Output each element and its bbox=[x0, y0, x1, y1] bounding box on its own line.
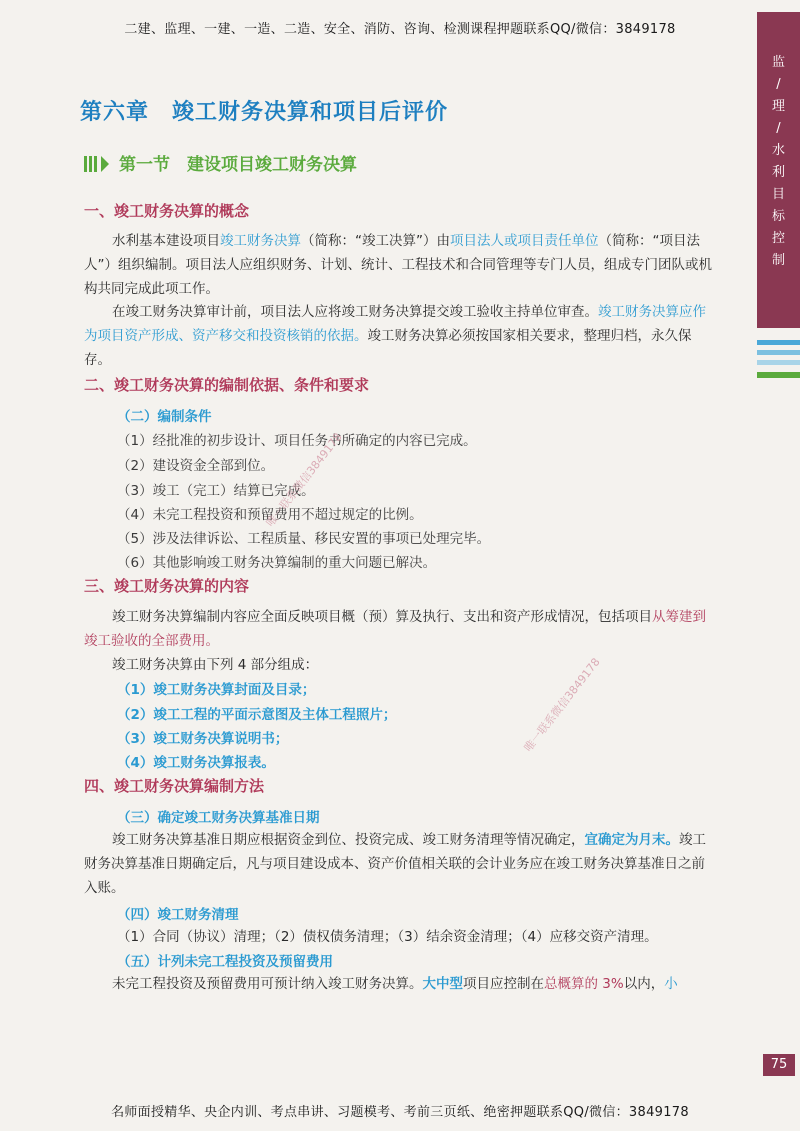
paragraph-concept-1: 水利基本建设项目竣工财务决算（简称：“竣工决算”）由项目法人或项目责任单位（简称：“项目法人”）组织编制。项目法人应组织财务、计划、统计、工程技术和合同管理等专门人员，组成专门团队或机构共同完成此项工作。 bbox=[84, 233, 712, 297]
sidebar-stripe bbox=[757, 350, 800, 355]
subheading-base-date: （三）确定竣工财务决算基准日期 bbox=[117, 810, 320, 826]
subheading-conditions: （二）编制条件 bbox=[117, 409, 212, 425]
sidebar-divider: / bbox=[776, 77, 781, 92]
heading-basis: 二、竣工财务决算的编制依据、条件和要求 bbox=[84, 376, 370, 394]
sidebar-stripe bbox=[757, 340, 800, 345]
section-title bbox=[84, 150, 357, 175]
list-item: （1）经批准的初步设计、项目任务书所确定的内容已完成。 bbox=[117, 433, 477, 449]
heading-content: 三、竣工财务决算的内容 bbox=[84, 577, 250, 595]
sidebar-char: 目 bbox=[771, 187, 785, 202]
sidebar-char: 控 bbox=[771, 231, 785, 246]
footer-banner: 名师面授精华、央企内训、考点串讲、习题模考、考前三页纸、绝密押题联系QQ/微信：3849178 bbox=[111, 1105, 689, 1120]
list-item: （6）其他影响竣工财务决算编制的重大问题已解决。 bbox=[117, 555, 437, 571]
section-bars-icon bbox=[84, 155, 109, 175]
header-banner: 二建、监理、一建、一造、二造、安全、消防、咨询、检测课程押题联系QQ/微信：3849178 bbox=[124, 22, 676, 37]
section-title-text: 第一节 建设项目竣工财务决算 bbox=[119, 155, 357, 175]
sidebar-tab bbox=[757, 12, 800, 328]
list-item: （4）未完工程投资和预留费用不超过规定的比例。 bbox=[117, 507, 423, 523]
page-number: 75 bbox=[763, 1054, 795, 1076]
paragraph-base-date: 竣工财务决算基准日期应根据资金到位、投资完成、竣工财务清理等情况确定，宜确定为月末。竣工财务决算基准日期确定后，凡与项目建设成本、资产价值相关联的会计业务应在竣工财务决算基准日之前入账。 bbox=[84, 832, 706, 896]
sidebar-char: 标 bbox=[771, 209, 785, 224]
sidebar-stripe bbox=[757, 360, 800, 365]
paragraph-content-1: 竣工财务决算编制内容应全面反映项目概（预）算及执行、支出和资产形成情况，包括项目从筹建到竣工验收的全部费用。 bbox=[84, 609, 706, 649]
sidebar-char: 理 bbox=[771, 99, 785, 114]
sidebar-divider: / bbox=[776, 121, 781, 136]
paragraph-unfinished: 未完工程投资及预留费用可预计纳入竣工财务决算。大中型项目应控制在总概算的 3%以内，小 bbox=[112, 976, 678, 992]
paragraph-content-2: 竣工财务决算由下列 4 部分组成： bbox=[112, 657, 319, 673]
watermark: 唯一联系微信3849178 bbox=[263, 430, 345, 530]
paragraph-concept-2: 在竣工财务决算审计前，项目法人应将竣工财务决算提交竣工验收主持单位审查。竣工财务决算应作为项目资产形成、资产移交和投资核销的依据。竣工财务决算必须按国家相关要求，整理归档，永久保存。 bbox=[84, 304, 706, 368]
list-item: （3）竣工财务决算说明书； bbox=[117, 731, 289, 747]
sidebar-stripe bbox=[757, 372, 800, 378]
list-item: （2）竣工工程的平面示意图及主体工程照片； bbox=[117, 707, 397, 723]
sidebar-char: 水 bbox=[771, 143, 785, 158]
chapter-title: 第六章 竣工财务决算和项目后评价 bbox=[80, 100, 449, 125]
heading-concept: 一、竣工财务决算的概念 bbox=[84, 202, 250, 220]
list-item: （5）涉及法律诉讼、工程质量、移民安置的事项已处理完毕。 bbox=[117, 531, 491, 547]
list-item: （3）竣工（完工）结算已完成。 bbox=[117, 483, 315, 499]
list-item: （2）建设资金全部到位。 bbox=[117, 458, 275, 474]
subheading-clearance: （四）竣工财务清理 bbox=[117, 907, 239, 923]
sidebar-char: 利 bbox=[771, 165, 785, 180]
heading-method: 四、竣工财务决算编制方法 bbox=[84, 777, 265, 795]
sidebar-char: 监 bbox=[771, 55, 785, 70]
paragraph-clearance: （1）合同（协议）清理；（2）债权债务清理；（3）结余资金清理；（4）应移交资产清理。 bbox=[117, 929, 658, 945]
list-item: （1）竣工财务决算封面及目录； bbox=[117, 682, 316, 698]
list-item: （4）竣工财务决算报表。 bbox=[117, 755, 275, 771]
sidebar-char: 制 bbox=[771, 253, 785, 268]
subheading-unfinished: （五）计列未完工程投资及预留费用 bbox=[117, 954, 333, 970]
watermark: 唯一联系微信3849178 bbox=[521, 655, 603, 755]
